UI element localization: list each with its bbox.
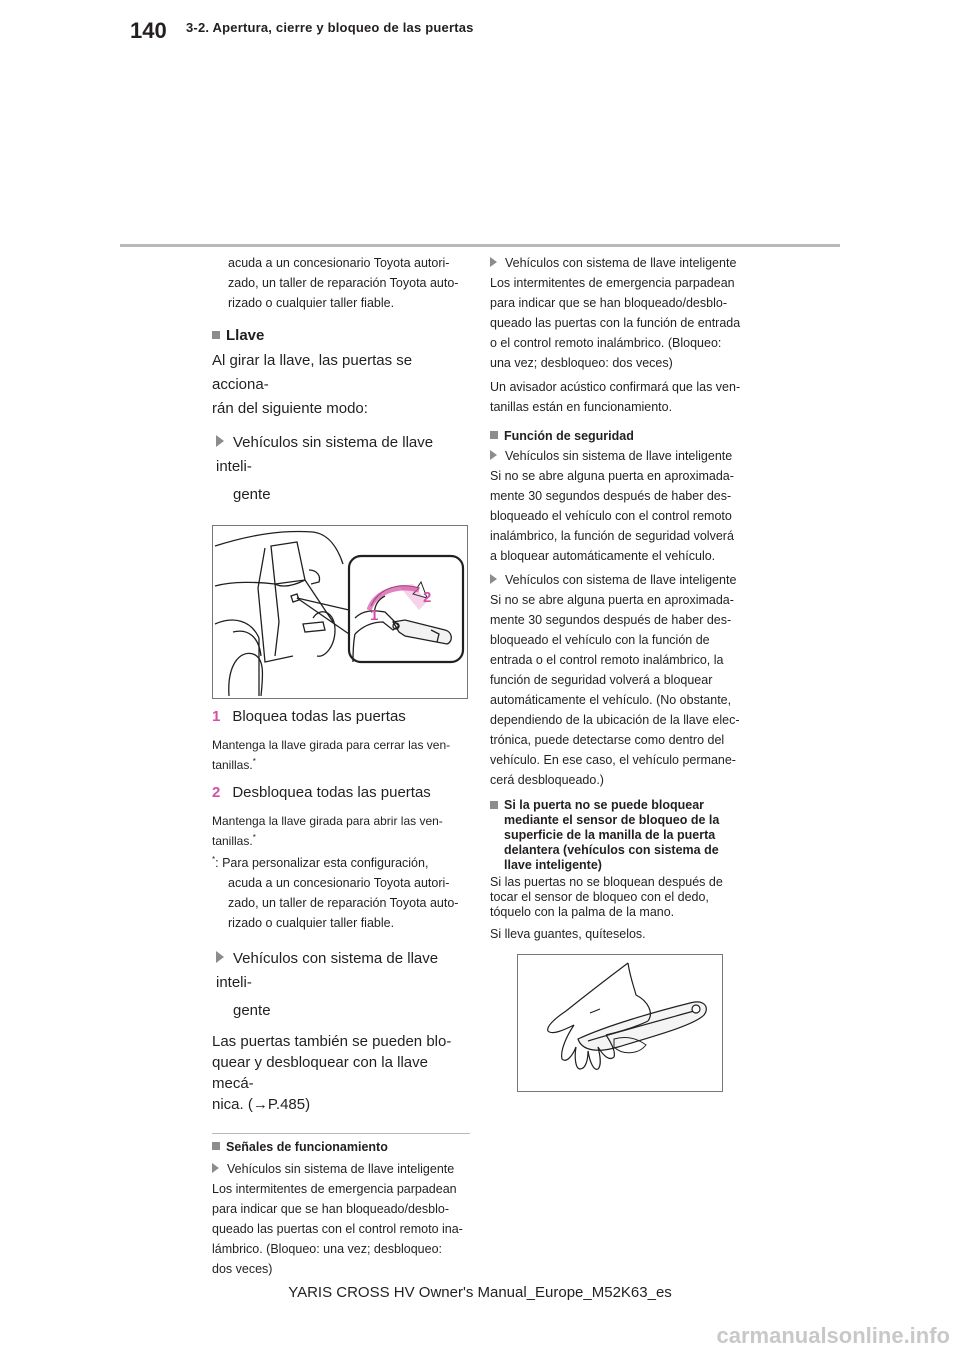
- figure-label-1: 1: [370, 607, 379, 624]
- text-line: Si las puertas no se bloquean después de: [490, 875, 723, 889]
- text-line: mente 30 segundos después de haber des-: [490, 613, 732, 627]
- palm-on-handle-figure: [517, 954, 723, 1092]
- text-line: lámbrico. (Bloqueo: una vez; desbloqueo:: [212, 1242, 443, 1256]
- senales-sub: Vehículos sin sistema de llave inteligente: [212, 1159, 470, 1179]
- text-line: Si no se abre alguna puerta en aproximada-: [490, 593, 734, 607]
- sub-heading-smart: Vehículos con sistema de llave inteli-: [216, 950, 439, 991]
- figure-label-2: 2: [423, 589, 432, 606]
- text-line: Si no se abre alguna puerta en aproximada-: [490, 469, 734, 483]
- text-line: Si la puerta no se puede bloquear: [504, 798, 705, 812]
- right-column: [490, 253, 752, 1092]
- senales-heading: Señales de funcionamiento: [212, 1140, 470, 1155]
- triangle-bullet-icon: [490, 574, 497, 584]
- text-line: queado las puertas con el control remoto ina-: [212, 1222, 463, 1236]
- text-line: mediante el sensor de bloqueo de la: [504, 813, 720, 827]
- text-line: dos veces): [212, 1262, 273, 1276]
- text-line: bloqueado el vehículo con la función de: [490, 633, 710, 647]
- triangle-bullet-icon: [216, 435, 224, 447]
- text-line: tanillas están en funcionamiento.: [490, 400, 673, 414]
- text-line: Un avisador acústico confirmará que las ven-: [490, 380, 741, 394]
- text-line: queado las puertas con la función de entrada: [490, 316, 741, 330]
- item-1: 1 Bloquea todas las puertas: [212, 708, 406, 725]
- text-line: acuda a un concesionario Toyota autori-: [228, 876, 450, 890]
- square-bullet-icon: [490, 431, 498, 439]
- text-line: una vez; desbloqueo: dos veces): [490, 356, 673, 370]
- text-line: zado, un taller de reparación Toyota auto-: [228, 276, 459, 290]
- text-line: Mantenga la llave girada para abrir las ven-: [212, 814, 443, 828]
- text-line: tóquelo con la palma de la mano.: [490, 905, 675, 919]
- section-title: 3-2. Apertura, cierre y bloqueo de las puertas: [186, 20, 474, 35]
- footnote: [212, 853, 470, 933]
- item-number: 1: [212, 708, 221, 725]
- llave-heading: Llave: [212, 325, 470, 347]
- text-line: Las puertas también se pueden blo-: [212, 1033, 452, 1050]
- page-number: 140: [130, 18, 167, 43]
- door-heading: [490, 798, 752, 873]
- text-line: Al girar la llave, las puertas se acciona-: [212, 352, 413, 393]
- square-bullet-icon: [212, 1142, 220, 1150]
- intro-continuation: [212, 253, 470, 313]
- text-line: *: Para personalizar esta configuración,: [212, 854, 429, 870]
- text-line: Los intermitentes de emergencia parpadean: [212, 1182, 457, 1196]
- item-2: 2 Desbloquea todas las puertas: [212, 784, 431, 801]
- text-line: nica. (→P.485): [212, 1096, 311, 1113]
- text-line: función de seguridad volverá a bloquear: [490, 673, 713, 687]
- item-number: 2: [212, 784, 221, 801]
- text-line: automáticamente el vehículo. (No obstante,: [490, 693, 732, 707]
- text-line: Si lleva guantes, quíteselos.: [490, 927, 646, 941]
- key-turning-figure: [212, 525, 468, 699]
- square-bullet-icon: [490, 801, 498, 809]
- car-key-illustration: [213, 526, 467, 698]
- security-sub-1: Vehículos sin sistema de llave inteligente: [490, 446, 752, 466]
- triangle-bullet-icon: [490, 450, 497, 460]
- text-line: Mantenga la llave girada para cerrar las ven-: [212, 738, 451, 752]
- sub-heading-no-smart: Vehículos sin sistema de llave inteli-: [216, 434, 434, 475]
- security-heading: Función de seguridad: [490, 429, 752, 444]
- header-rule: [120, 244, 840, 247]
- hand-on-door-handle-illustration: [518, 955, 722, 1091]
- text-line: rán del siguiente modo:: [212, 400, 368, 417]
- text-line: o el control remoto inalámbrico. (Bloqueo:: [490, 336, 722, 350]
- text-line: cerá desbloqueado.): [490, 773, 604, 787]
- left-column: [212, 253, 470, 1279]
- text-line: gente: [233, 1002, 271, 1019]
- text-line: mente 30 segundos después de haber des-: [490, 489, 732, 503]
- text-line: bloqueado el vehículo con el control remoto: [490, 509, 732, 523]
- smart-sub: Vehículos con sistema de llave inteligente: [490, 253, 752, 273]
- section-divider: [212, 1133, 470, 1134]
- text-line: a bloquear automáticamente el vehículo.: [490, 549, 716, 563]
- triangle-bullet-icon: [212, 1163, 219, 1173]
- text-line: para indicar que se han bloqueado/desblo-: [490, 296, 727, 310]
- text-line: tanillas.*: [212, 757, 256, 772]
- text-line: vehículo. En ese caso, el vehículo permane-: [490, 753, 736, 767]
- text-line: Los intermitentes de emergencia parpadean: [490, 276, 735, 290]
- text-line: inalámbrico, la función de seguridad volverá: [490, 529, 734, 543]
- text-line: superficie de la manilla de la puerta: [504, 828, 716, 842]
- security-sub-2: Vehículos con sistema de llave inteligente: [490, 570, 752, 590]
- text-line: llave inteligente): [504, 858, 602, 872]
- text-line: tanillas.*: [212, 833, 256, 848]
- text-line: tocar el sensor de bloqueo con el dedo,: [490, 890, 709, 904]
- text-line: rizado o cualquier taller fiable.: [228, 916, 395, 930]
- text-line: trónica, puede detectarse como dentro del: [490, 733, 725, 747]
- text-line: acuda a un concesionario Toyota autori-: [228, 256, 450, 270]
- text-line: dependiendo de la ubicación de la llave elec-: [490, 713, 740, 727]
- text-line: rizado o cualquier taller fiable.: [228, 296, 395, 310]
- square-bullet-icon: [212, 331, 220, 339]
- text-line: quear y desbloquear con la llave mecá-: [212, 1054, 428, 1092]
- triangle-bullet-icon: [490, 257, 497, 267]
- watermark: carmanualsonline.info: [716, 1323, 950, 1348]
- text-line: gente: [233, 486, 271, 503]
- triangle-bullet-icon: [216, 951, 224, 963]
- footer-manual-id: YARIS CROSS HV Owner's Manual_Europe_M52K63_es: [288, 1284, 672, 1301]
- text-line: zado, un taller de reparación Toyota auto-: [228, 896, 459, 910]
- text-line: delantera (vehículos con sistema de: [504, 843, 719, 857]
- text-line: para indicar que se han bloqueado/desblo-: [212, 1202, 449, 1216]
- text-line: entrada o el control remoto inalámbrico, la: [490, 653, 724, 667]
